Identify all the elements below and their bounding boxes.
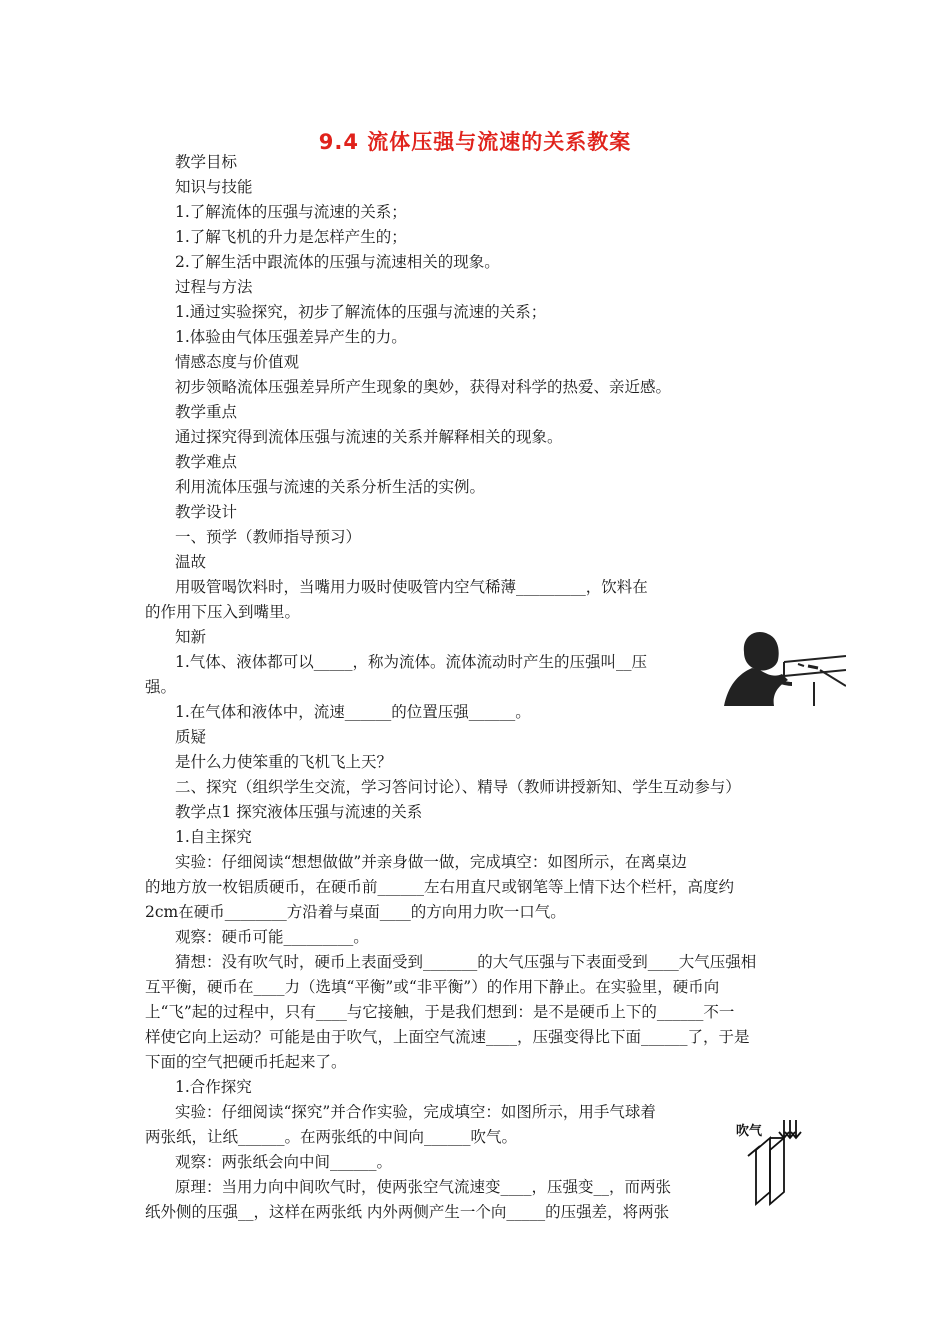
heading-new-knowledge: 知新 [175,628,207,646]
heading-preview: 一、预学（教师指导预习） [175,528,362,546]
heading-cooperative-explore: 1.合作探究 [175,1078,252,1096]
text-line: 初步领略流体压强差异所产生现象的奥妙，获得对科学的热爱、亲近感。 [175,378,672,396]
heading-review: 温故 [175,553,207,571]
heading-teaching-point-1: 教学点1 探究液体压强与流速的关系 [175,803,423,821]
text-line: 强。 [145,678,177,696]
text-line: 猜想：没有吹气时，硬币上表面受到_______的大气压强与下表面受到____大气压强相 [175,953,757,971]
text-line: 实验：仔细阅读“想想做做”并亲身做一做，完成填空：如图所示，在离桌边 [175,853,687,871]
text-line: 实验：仔细阅读“探究”并合作实验，完成填空：如图所示，用手气球着 [175,1103,656,1121]
heading-explore: 二、探究（组织学生交流，学习答问讨论）、精导（教师讲授新知、学生互动参与） [175,778,741,796]
text-line: 观察：两张纸会向中间______。 [175,1153,393,1171]
heading-self-explore: 1.自主探究 [175,828,252,846]
text-line: 互平衡，硬币在____力（选填“平衡”或“非平衡”）的作用下静止。在实验里，硬币向 [145,978,720,996]
text-line: 是什么力使笨重的飞机飞上天？ [175,753,393,771]
text-line: 1.通过实验探究，初步了解流体的压强与流速的关系； [175,303,547,321]
heading-question: 质疑 [175,728,207,746]
heading-knowledge-skills: 知识与技能 [175,178,253,196]
heading-attitude-values: 情感态度与价值观 [175,353,300,371]
text-line: 1.气体、液体都可以_____，称为流体。流体流动时产生的压强叫__压 [175,653,648,671]
text-line: 的地方放一枚铝质硬币，在硬币前______左右用直尺或钢笔等上情下达个栏杆，高度约 [145,878,735,896]
heading-key-points: 教学重点 [175,403,238,421]
heading-process-method: 过程与方法 [175,278,253,296]
page-title: 9.4 流体压强与流速的关系教案 [318,130,632,154]
heading-difficulties: 教学难点 [175,453,238,471]
paper-blow-illustration [732,1116,814,1216]
heading-teaching-goals: 教学目标 [175,153,238,171]
text-line: 用吸管喝饮料时，当嘴用力吸时使吸管内空气稀薄_________，饮料在 [175,578,648,596]
text-line: 1.了解流体的压强与流速的关系； [175,203,407,221]
text-line: 观察：硬币可能_________。 [175,928,369,946]
text-line: 利用流体压强与流速的关系分析生活的实例。 [175,478,486,496]
text-line: 样使它向上运动？可能是由于吹气，上面空气流速____，压强变得比下面______了，于是 [145,1028,750,1046]
text-line: 上“飞”起的过程中，只有____与它接触，于是我们想到：是不是硬币上下的______不一 [145,1003,735,1021]
text-line: 1.了解飞机的升力是怎样产生的； [175,228,407,246]
heading-teaching-design: 教学设计 [175,503,238,521]
text-line: 2cm在硬币________方沿着与桌面____的方向用力吹一口气。 [145,903,566,921]
text-line: 通过探究得到流体压强与流速的关系并解释相关的现象。 [175,428,563,446]
text-line: 下面的空气把硬币托起来了。 [145,1053,347,1071]
text-line: 1.体验由气体压强差异产生的力。 [175,328,407,346]
text-line: 2.了解生活中跟流体的压强与流速相关的现象。 [175,253,500,271]
text-line: 纸外侧的压强__，这样在两张纸 内外两侧产生一个向_____的压强差，将两张 [145,1203,670,1221]
text-line: 的作用下压入到嘴里。 [145,603,301,621]
coin-blow-illustration [722,622,846,706]
text-line: 1.在气体和液体中，流速______的位置压强______。 [175,703,531,721]
text-line: 原理：当用力向中间吹气时，使两张空气流速变____，压强变__，而两张 [175,1178,672,1196]
text-line: 两张纸，让纸______。在两张纸的中间向______吹气。 [145,1128,518,1146]
figure-blow-label: 吹气 [736,1124,763,1139]
